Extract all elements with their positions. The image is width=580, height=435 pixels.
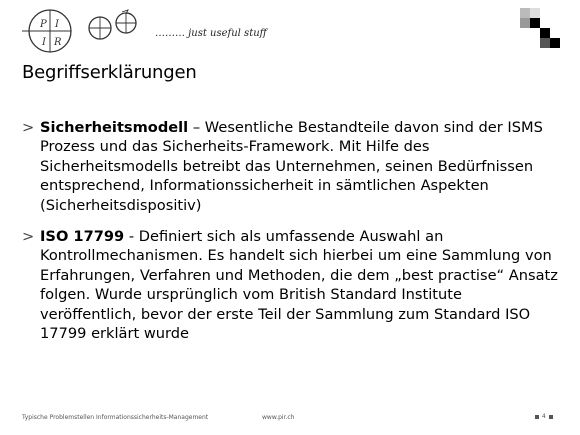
bullet-list bbox=[22, 118, 562, 355]
bullet-marker: > bbox=[22, 119, 35, 136]
slide-title: Begriffserklärungen bbox=[22, 62, 197, 83]
slide-header bbox=[0, 0, 580, 60]
logo-letter-i-top: I bbox=[55, 19, 59, 30]
pir-logo bbox=[14, 4, 154, 56]
bullet-term: ISO 17799 bbox=[40, 228, 125, 246]
footer-title: Typische Problemstellen Informationssicherheits-Management bbox=[22, 414, 209, 421]
bullet-item bbox=[22, 227, 562, 343]
page-number-text: 4 bbox=[541, 413, 546, 420]
bullet-text: - Definiert sich als umfassende Auswahl an Kontrollmechanismen. Es handelt sich hierbei um eine Sammlung von Erfahrungen, Verfahren und Methoden, die dem „best practise“ Ansatz folgen. Wurde ursprünglich vom British Standard Institute veröffentlich, bevor der erste Teil der Sammlung zum Standard ISO 17799 erklärt wurde bbox=[40, 228, 558, 343]
page-number bbox=[534, 413, 554, 420]
tagline: ……… just useful stuff bbox=[155, 28, 267, 39]
bullet-marker: > bbox=[22, 228, 35, 246]
page-square-left-icon bbox=[535, 415, 539, 419]
logo-letter-r: R bbox=[54, 37, 62, 48]
corner-squares-decoration bbox=[520, 8, 560, 58]
page-square-right-icon bbox=[549, 415, 553, 419]
footer-url: www.pir.ch bbox=[262, 414, 295, 421]
bullet-term: Sicherheitsmodell bbox=[40, 119, 189, 136]
logo-letter-i-bottom: I bbox=[42, 37, 46, 48]
bullet-text: – Wesentliche Bestandteile davon sind der ISMS Prozess und das Sicherheits-Framework. Mit Hilfe des Sicherheitsmodells betreibt das Unternehmen, seinen Bedürfnissen entsprechend, Informationssicherheit in sämtlichen Aspekten (Sicherheitsdispositiv) bbox=[40, 119, 543, 214]
logo-letter-p: P bbox=[40, 19, 47, 30]
bullet-item bbox=[22, 118, 562, 215]
